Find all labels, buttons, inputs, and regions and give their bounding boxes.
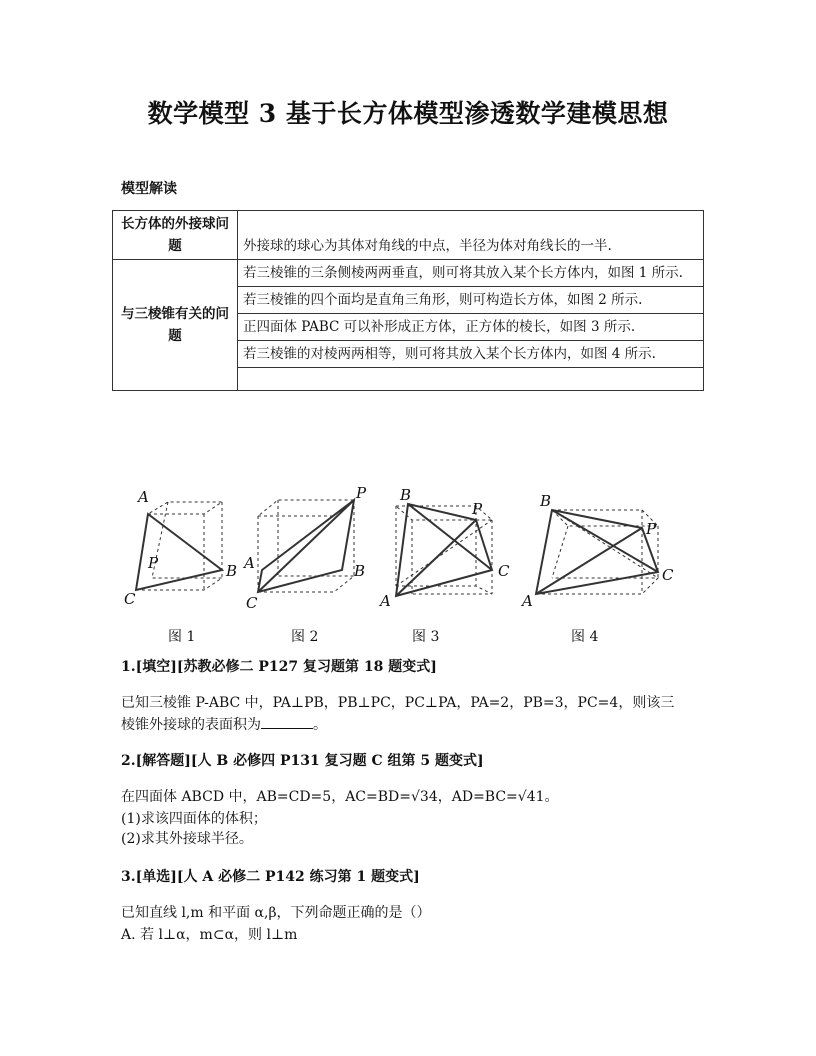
fig3-label-b: B: [400, 486, 412, 504]
section-label: 模型解读: [121, 181, 177, 197]
answer-blank: [261, 716, 313, 729]
question-1-text-end: 。: [313, 717, 327, 733]
question-1-heading: 1.[填空][苏教必修二 P127 复习题第 18 题变式]: [121, 659, 437, 675]
question-1-line: 已知三棱锥 P-ABC 中，PA⊥PB，PB⊥PC，PC⊥PA，PA=2，PB=3，PC=4，则该三: [121, 695, 675, 711]
page-title: 数学模型 3 基于长方体模型渗透数学建模思想: [147, 99, 669, 128]
fig4-label-a: A: [522, 592, 533, 610]
question-2-line: 在四面体 ABCD 中，AB=CD=5，AC=BD=√34，AD=BC=√41。: [121, 789, 559, 805]
fig3-label-c: C: [498, 562, 510, 580]
question-2-heading: 2.[解答题][人 B 必修四 P131 复习题 C 组第 5 题变式]: [121, 753, 484, 769]
figure-3: [378, 486, 510, 610]
table-cell: 若三棱锥的四个面均是直角三角形，则可构造长方体，如图 2 所示.: [238, 287, 704, 314]
question-1-text: 棱锥外接球的表面积为: [121, 717, 261, 733]
model-table: [112, 210, 704, 391]
fig4-label-p: P: [646, 520, 657, 538]
figure-caption: 图 1: [168, 629, 196, 645]
question-2-line: (2)求其外接球半径。: [121, 831, 253, 847]
figure-caption: 图 3: [412, 629, 440, 645]
question-3-heading: 3.[单选][人 A 必修二 P142 练习第 1 题变式]: [121, 869, 420, 885]
fig2-label-c: C: [246, 594, 258, 612]
figure-2: [242, 484, 367, 612]
table-empty-cell: [238, 368, 704, 391]
fig2-label-b: B: [354, 562, 366, 580]
table-cell: 若三棱锥的三条侧棱两两垂直，则可将其放入某个长方体内，如图 1 所示.: [238, 260, 704, 287]
table-row: [113, 211, 704, 260]
table-cell: 若三棱锥的对棱两两相等，则可将其放入某个长方体内，如图 4 所示.: [238, 341, 704, 368]
fig3-label-p: P: [472, 500, 483, 518]
figures-drawing: [112, 482, 704, 622]
question-1-line: [121, 716, 327, 735]
figure-1: [124, 488, 237, 608]
table-row: [113, 260, 704, 287]
fig1-label-a: A: [138, 488, 149, 506]
fig4-label-c: C: [662, 566, 674, 584]
figures-row: [112, 482, 704, 652]
figure-4: [520, 492, 674, 610]
question-3-option: A. 若 l⊥α，m⊂α，则 l⊥m: [121, 927, 298, 943]
fig1-label-p: P: [148, 554, 159, 572]
fig1-label-b: B: [226, 562, 238, 580]
fig2-label-p: P: [356, 484, 367, 502]
table-head-cell: 与三棱锥有关的问题: [113, 260, 238, 391]
figure-caption: 图 4: [571, 629, 599, 645]
fig1-label-c: C: [124, 590, 136, 608]
fig4-label-b: B: [540, 492, 552, 510]
table-cell: 外接球的球心为其体对角线的中点，半径为体对角线长的一半.: [238, 211, 704, 260]
table-head-cell: 长方体的外接球问题: [113, 211, 238, 260]
question-3-line: 已知直线 l,m 和平面 α,β，下列命题正确的是（）: [121, 905, 431, 921]
fig2-label-a: A: [244, 554, 255, 572]
question-2-line: (1)求该四面体的体积；: [121, 811, 267, 827]
figure-caption: 图 2: [291, 629, 319, 645]
table-cell: 正四面体 PABC 可以补形成正方体，正方体的棱长，如图 3 所示.: [238, 314, 704, 341]
fig3-label-a: A: [380, 592, 391, 610]
